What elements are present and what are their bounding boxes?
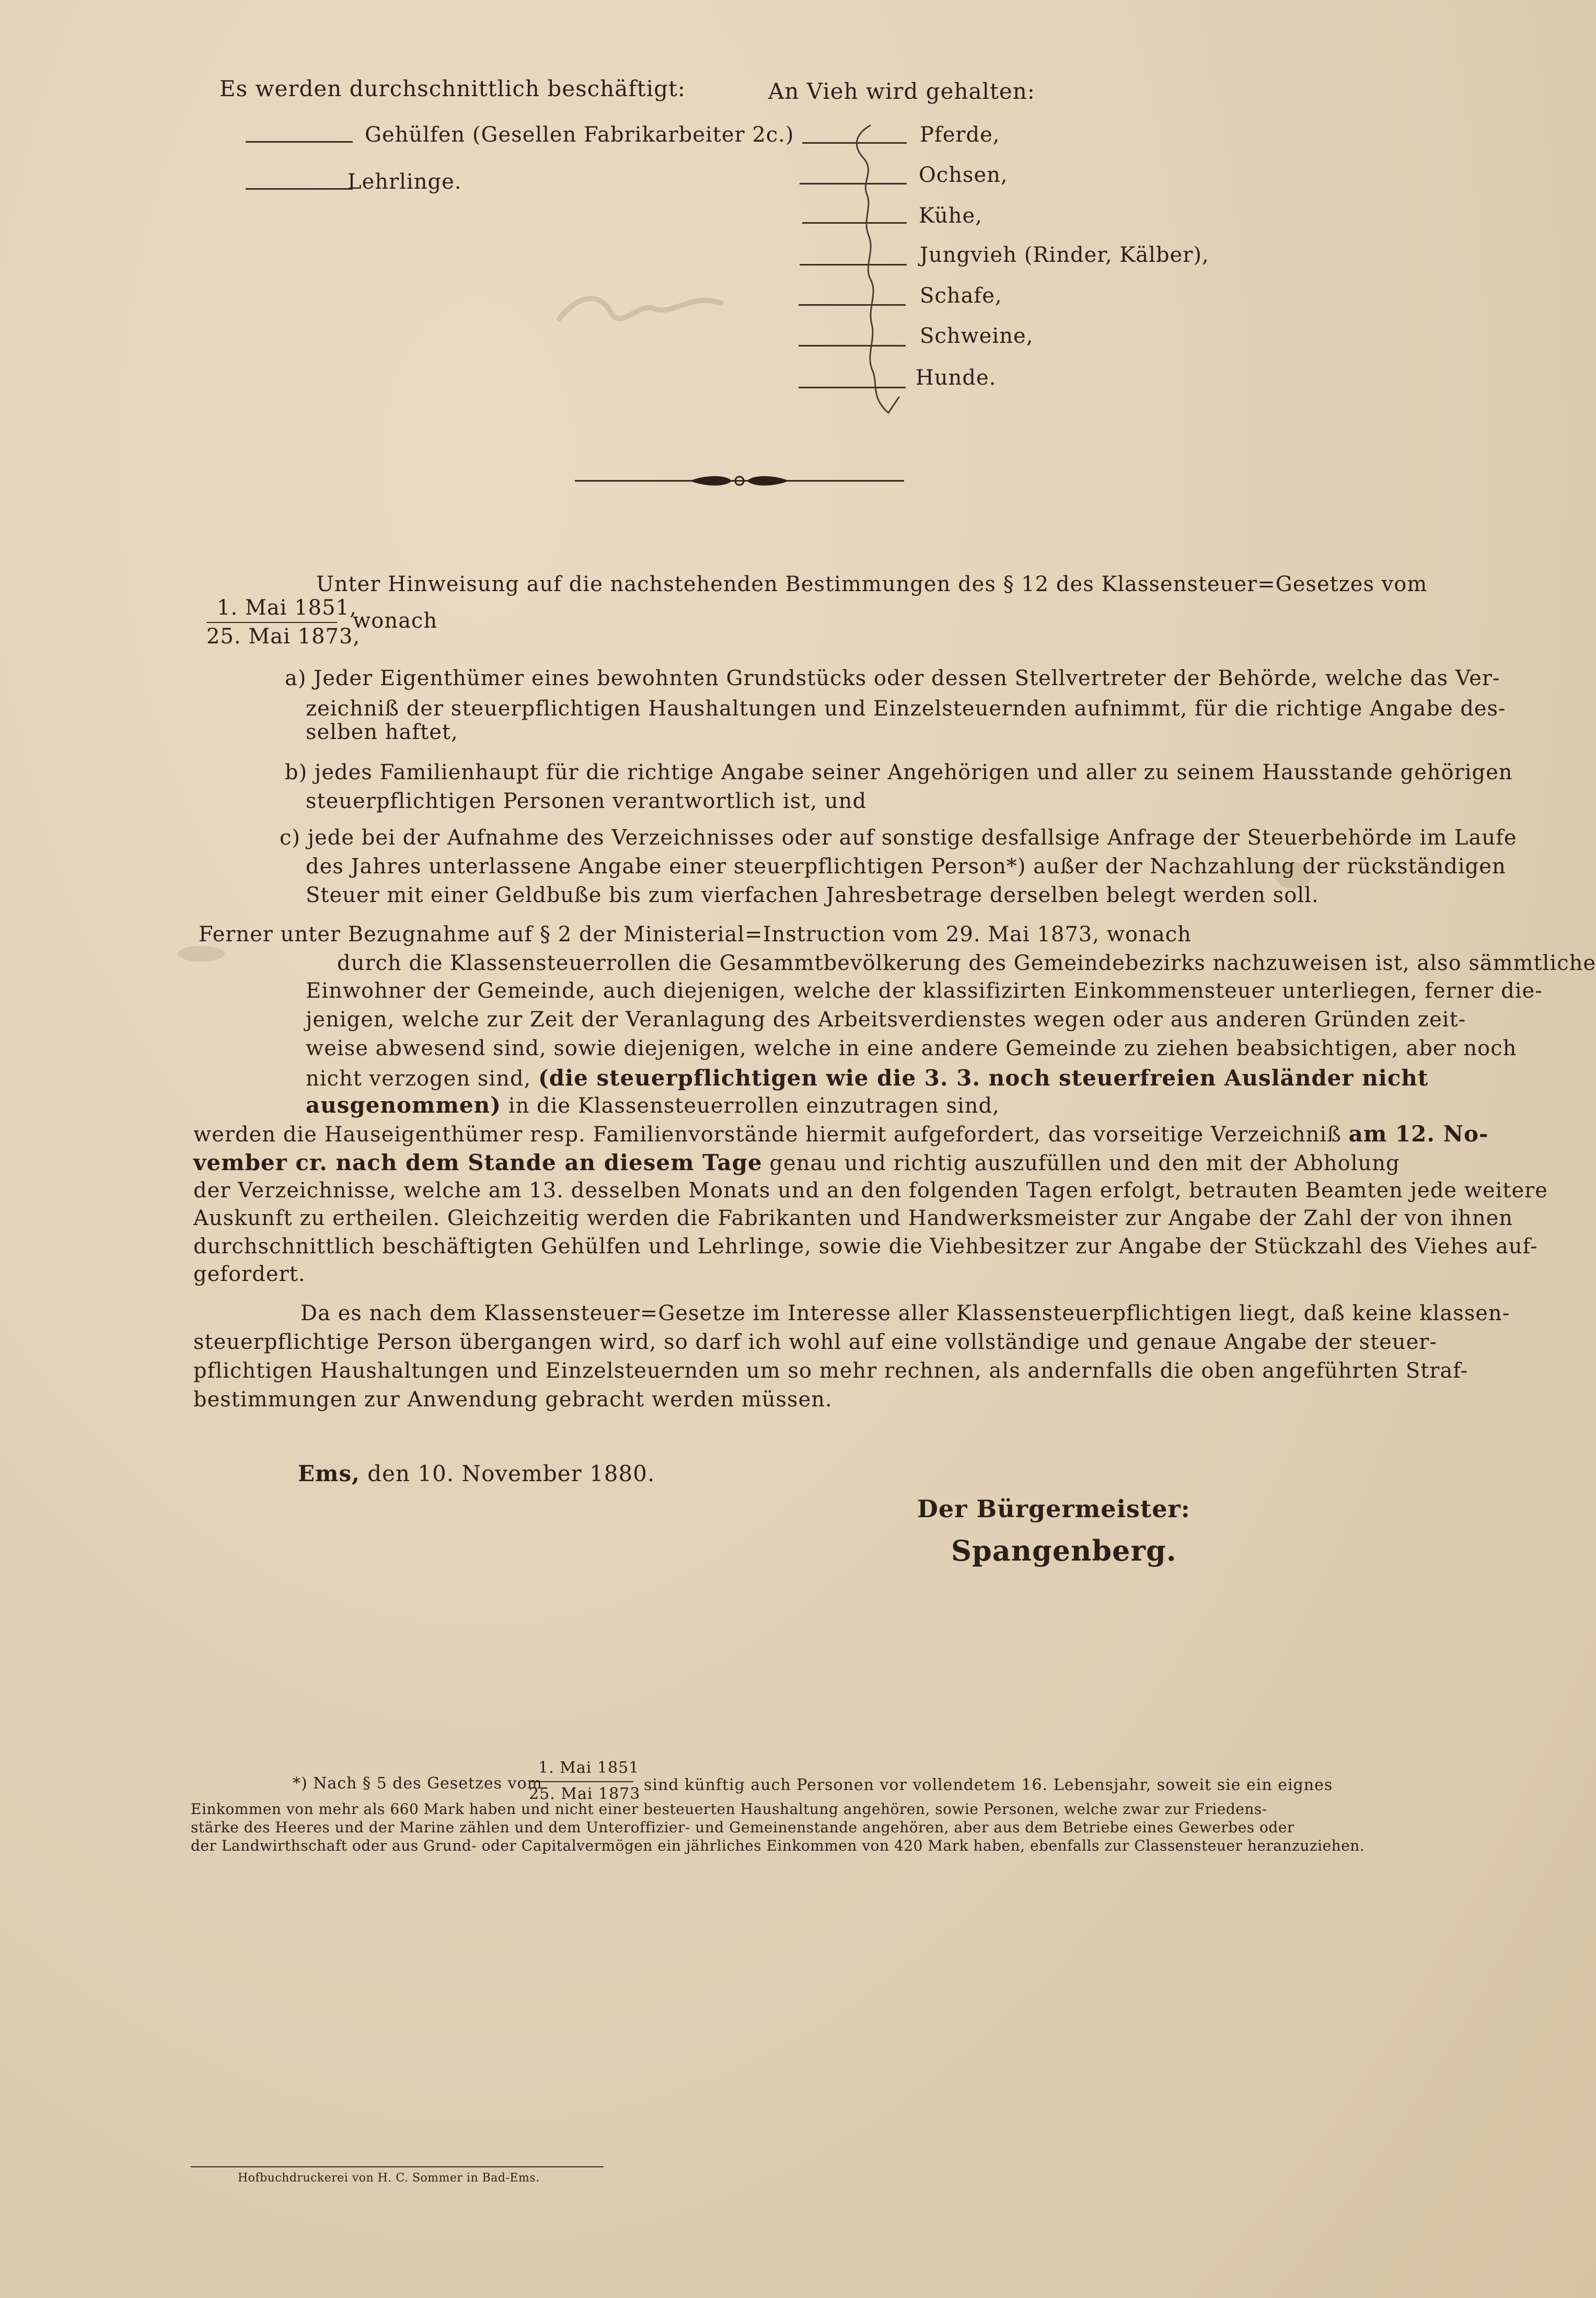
paragraph-line: jenigen, welche zur Zeit der Veranlagung des Arbeitsverdienstes wegen oder aus anderen Gründen zeit- [306,1008,1466,1032]
emphasis-text: (die steuerpflichtigen wie die 3. 3. noch steuerfreien Ausländer nicht [538,1065,1429,1091]
workers-item-label: Lehrlinge. [348,170,462,194]
place-name: Ems, [298,1461,360,1486]
livestock-heading: An Vieh wird gehalten: [768,78,1035,104]
paragraph-line: selben haftet, [306,720,458,744]
wonach-text: wonach [353,609,438,633]
date-line [298,1461,655,1486]
paragraph-line: Da es nach dem Klassensteuer=Gesetze im Interesse aller Klassensteuerpflichtigen liegt, daß keine klassen- [300,1301,1510,1325]
paragraph-line: pflichtigen Haushaltungen und Einzelsteuernden um so mehr rechnen, als andernfalls die oben angeführten Straf- [193,1359,1468,1383]
paragraph-line: bestimmungen zur Anwendung gebracht werden müssen. [193,1388,832,1412]
emphasis-text: am 12. No- [1348,1121,1489,1147]
fraction-bottom: 25. Mai 1873, [206,625,361,649]
footnote-text: sind künftig auch Personen vor vollendetem 16. Lebensjahr, soweit sie ein eignes [644,1776,1333,1794]
paragraph-line [306,1092,1000,1118]
footnote-line: stärke des Heeres und der Marine zählen und dem Unteroffizier- und Gemeinenstande angehören, aber aus dem Betriebe eines Gewerbes oder [191,1819,1294,1836]
paragraph-line: steuerpflichtigen Personen verantwortlich ist, und [306,789,867,813]
fraction-bar [529,1781,633,1782]
paragraph-text: werden die Hauseigenthümer resp. Familienvorstände hiermit aufgefordert, das vorseitige Verzeichniß [193,1123,1341,1147]
paragraph-line: weise abwesend sind, sowie diejenigen, welche in eine andere Gemeinde zu ziehen beabsichtigen, aber noch [306,1036,1517,1060]
livestock-item-label: Ochsen, [919,163,1008,187]
paragraph-line: steuerpflichtige Person übergangen wird, so darf ich wohl auf eine vollständige und genaue Angabe der steuer- [193,1330,1437,1354]
workers-item-label: Gehülfen (Gesellen Fabrikarbeiter 2c.) [365,123,794,147]
fraction-bar [206,622,337,623]
ornamental-divider-icon [575,470,904,491]
paragraph-line: Ferner unter Bezugnahme auf § 2 der Ministerial=Instruction vom 29. Mai 1873, wonach [199,922,1192,946]
paragraph-line: Auskunft zu ertheilen. Gleichzeitig werden die Fabrikanten und Handwerksmeister zur Angabe der Zahl der von ihnen [193,1206,1513,1230]
paragraph-line: durch die Klassensteuerrollen die Gesammtbevölkerung des Gemeindebezirks nachzuweisen ist, also sämmtliche [337,951,1596,975]
livestock-item-label: Kühe, [919,204,982,228]
livestock-item-label: Jungvieh (Rinder, Kälber), [920,243,1209,267]
paragraph-text: nicht verzogen sind, [306,1067,531,1091]
emphasis-text: ausgenommen) [306,1092,502,1118]
emphasis-text: vember cr. nach dem Stande an diesem Tage [193,1150,762,1175]
paragraph-line: zeichniß der steuerpflichtigen Haushaltungen und Einzelsteuernden aufnimmt, für die richtige Angabe des- [306,697,1506,721]
footnote-line: der Landwirthschaft oder aus Grund- oder Capitalvermögen ein jährliches Einkommen von 420 Mark haben, ebenfalls zur Classensteuer heranzuziehen. [191,1837,1365,1854]
livestock-item-label: Hunde. [916,366,997,390]
paragraph-line [306,1065,1428,1091]
faint-stamp-icon [549,272,747,340]
paragraph-line: a) Jeder Eigenthümer eines bewohnten Grundstücks oder dessen Stellvertreter der Behörde, welche das Ver- [285,666,1500,690]
pencil-stroke-icon [826,120,930,429]
blank-line [246,188,353,190]
intro-line: Unter Hinweisung auf die nachstehenden Bestimmungen des § 12 des Klassensteuer=Gesetzes vom [316,572,1428,596]
paragraph-line: Einwohner der Gemeinde, auch diejenigen, welche der klassifizirten Einkommensteuer unterliegen, ferner die- [306,979,1543,1003]
signature-name: Spangenberg. [951,1534,1177,1567]
fraction-bottom: 25. Mai 1873 [529,1785,641,1803]
paragraph-line: gefordert. [193,1262,306,1286]
imprint-rule [191,2166,604,2167]
paragraph-text: genau und richtig auszufüllen und den mit der Abholung [769,1151,1400,1175]
footnote-line: Einkommen von mehr als 660 Mark haben und nicht einer besteuerten Haushaltung angehören, sowie Personen, welche zwar zur Friedens- [191,1800,1267,1818]
paragraph-text: in die Klassensteuerrollen einzutragen sind, [508,1094,1000,1118]
livestock-item-label: Pferde, [920,123,1000,147]
livestock-item-label: Schafe, [920,284,1002,308]
paragraph-line: durchschnittlich beschäftigten Gehülfen und Lehrlinge, sowie die Viehbesitzer zur Angabe der Stückzahl des Viehes auf- [193,1234,1538,1258]
paragraph-line: b) jedes Familienhaupt für die richtige Angabe seiner Angehörigen und aller zu seinem Hausstande gehörigen [285,760,1513,784]
paragraph-line: Steuer mit einer Geldbuße bis zum vierfachen Jahresbetrage derselben belegt werden soll. [306,883,1319,907]
paragraph-line: c) jede bei der Aufnahme des Verzeichnisses oder auf sonstige desfallsige Anfrage der Steuerbehörde im Laufe [280,826,1517,850]
workers-heading: Es werden durchschnittlich beschäftigt: [219,76,686,101]
paragraph-line: der Verzeichnisse, welche am 13. desselben Monats und an den folgenden Tagen erfolgt, betrauten Beamten jede weitere [193,1179,1548,1203]
stain [178,946,225,962]
date-text: den 10. November 1880. [367,1461,655,1486]
signature-title: Der Bürgermeister: [917,1495,1190,1523]
paragraph-line [193,1121,1488,1147]
livestock-item-label: Schweine, [920,324,1034,348]
printer-imprint: Hofbuchdruckerei von H. C. Sommer in Bad-Ems. [238,2172,540,2185]
fraction-top: 1. Mai 1851 [538,1759,640,1777]
fraction-top: 1. Mai 1851, [217,596,357,620]
footnote-text: *) Nach § 5 des Gesetzes vom [293,1774,542,1793]
paragraph-line: des Jahres unterlassene Angabe einer steuerpflichtigen Person*) außer der Nachzahlung der rückständigen [306,854,1506,879]
paragraph-line [193,1150,1400,1175]
blank-line [246,141,353,143]
